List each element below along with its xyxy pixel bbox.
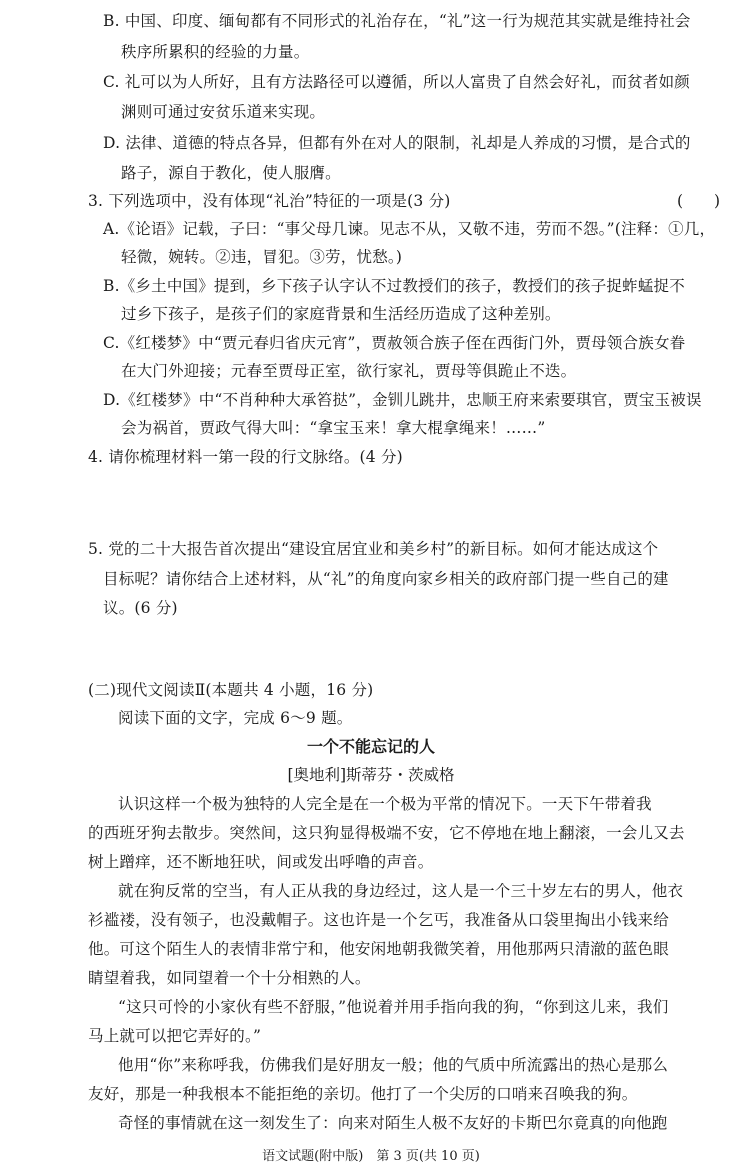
para5-line1: 奇怪的事情就在这一刻发生了：向来对陌生人极不友好的卡斯巴尔竟真的向他跑 — [118, 1114, 668, 1132]
section-heading: (二)现代文阅读Ⅱ(本题共 4 小题，16 分) — [88, 681, 374, 699]
para2-line4: 睛望着我，如同望着一个十分相熟的人。 — [88, 969, 371, 987]
para1-line2: 的西班牙狗去散步。突然间，这只狗显得极端不安，它不停地在地上翻滚，一会儿又去 — [88, 824, 685, 842]
q3-option-d-line1: D.《红楼梦》中“不肖种种大承笞挞”，金钏儿跳井，忠顺王府来索要琪官，贾宝玉被误 — [103, 391, 702, 409]
page-footer: 语文试题(附中版) 第 3 页(共 10 页) — [262, 1149, 480, 1164]
para2-line1: 就在狗反常的空当，有人正从我的身边经过，这人是一个三十岁左右的男人，他衣 — [118, 882, 684, 900]
answer-bracket: ( ) — [677, 192, 721, 210]
q3-option-c-line2: 在大门外迎接；元春至贾母正室，欲行家礼，贾母等俱跪止不迭。 — [121, 362, 577, 380]
q3-option-d-line2: 会为祸首，贾政气得大叫：“拿宝玉来！拿大棍拿绳来！……” — [121, 419, 546, 437]
para4-line1: 他用“你”来称呼我，仿佛我们是好朋友一般；他的气质中所流露出的热心是那么 — [118, 1056, 669, 1074]
section-instruction: 阅读下面的文字，完成 6～9 题。 — [118, 709, 353, 727]
q3-option-b-line2: 过乡下孩子，是孩子们的家庭背景和生活经历造成了这种差别。 — [121, 305, 561, 323]
q3-option-a-line2: 轻微，婉转。②违，冒犯。③劳，忧愁。) — [121, 248, 403, 266]
q4-stem: 4. 请你梳理材料一第一段的行文脉络。(4 分) — [88, 448, 403, 466]
article-title: 一个不能忘记的人 — [306, 737, 435, 756]
q3-option-c-line1: C.《红楼梦》中“贾元春归省庆元宵”，贾赦领合族子侄在西街门外，贾母领合族女眷 — [103, 334, 686, 352]
para2-line3: 他。可这个陌生人的表情非常宁和，他安闲地朝我微笑着，用他那两只清澈的蓝色眼 — [88, 940, 669, 958]
article-author: [奥地利]斯蒂芬・茨威格 — [287, 766, 455, 784]
q3-option-b-line1: B.《乡土中国》提到，乡下孩子认字认不过教授们的孩子，教授们的孩子捉蚱蜢捉不 — [103, 277, 685, 295]
q5-line2: 目标呢？请你结合上述材料，从“礼”的角度向家乡相关的政府部门提一些自己的建 — [103, 570, 669, 588]
q2-option-b-line1: B. 中国、印度、缅甸都有不同形式的礼治存在，“礼”这一行为规范其实就是维持社会 — [103, 12, 691, 30]
q3-option-a-line1: A.《论语》记载，子曰：“事父母几谏。见志不从，又敬不违，劳而不怨。”(注释：①几， — [103, 220, 716, 238]
para1-line1: 认识这样一个极为独特的人完全是在一个极为平常的情况下。一天下午带着我 — [118, 795, 652, 813]
q3-stem: 3. 下列选项中，没有体现“礼治”特征的一项是(3 分) — [88, 192, 451, 210]
q2-option-b-line2: 秩序所累积的经验的力量。 — [121, 43, 310, 61]
q2-option-c-line2: 渊则可通过安贫乐道来实现。 — [121, 103, 326, 121]
q2-option-c-line1: C. 礼可以为人所好，且有方法路径可以遵循，所以人富贵了自然会好礼，而贫者如颜 — [103, 73, 690, 91]
para4-line2: 友好，那是一种我根本不能拒绝的亲切。他打了一个尖厉的口哨来召唤我的狗。 — [88, 1085, 638, 1103]
para2-line2: 衫褴褛，没有领子，也没戴帽子。这也许是一个乞丐，我准备从口袋里掏出小钱来给 — [88, 911, 669, 929]
para3-line1: “这只可怜的小家伙有些不舒服，”他说着并用手指向我的狗，“你到这儿来，我们 — [118, 998, 669, 1016]
q2-option-d-line1: D. 法律、道德的特点各异，但都有外在对人的限制，礼却是人养成的习惯，是合式的 — [103, 134, 691, 152]
q5-line1: 5. 党的二十大报告首次提出“建设宜居宜业和美乡村”的新目标。如何才能达成这个 — [88, 540, 659, 558]
q2-option-d-line2: 路子，源自于教化，使人服膺。 — [121, 164, 341, 182]
para1-line3: 树上蹭痒，还不断地狂吠，间或发出呼噜的声音。 — [88, 853, 434, 871]
q5-line3: 议。(6 分) — [103, 599, 178, 617]
para3-line2: 马上就可以把它弄好的。” — [88, 1027, 262, 1045]
